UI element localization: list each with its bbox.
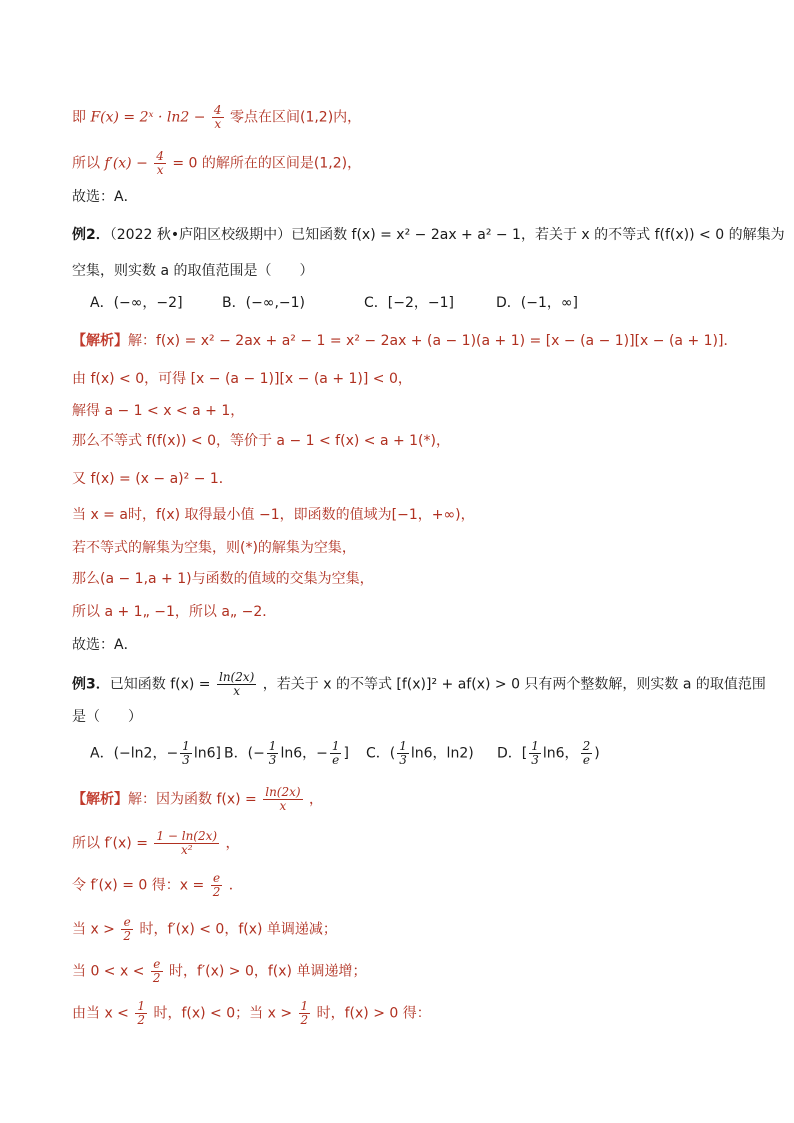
option-text: ) (594, 745, 600, 762)
numerator: e (211, 872, 223, 886)
analysis-line-4: 那么不等式 f(f(x)) < 0，等价于 a − 1 < f(x) < a + 1(*)， (72, 433, 450, 449)
denominator: x (233, 684, 241, 698)
analysis-line-3 (72, 872, 243, 899)
math-expr: f′(x) − (104, 155, 148, 172)
question-text: 已知函数 f(x) = (109, 676, 211, 693)
analysis-text: 时，f(x) > 0 得： (316, 1005, 431, 1022)
fraction (212, 104, 224, 131)
line-text: 所以 (72, 155, 100, 172)
numerator: 1 (331, 739, 340, 753)
numerator: ln(2x) (218, 670, 255, 684)
option-d: D．(−1，∞] (496, 295, 579, 311)
fraction (217, 671, 256, 698)
line-text: = 0 的解所在的区间是(1,2)， (172, 155, 362, 172)
option-text: D．[ (497, 745, 528, 762)
analysis-text: 解：因为函数 f(x) = (128, 791, 257, 808)
continuation-line-2 (72, 150, 361, 177)
numerator: 1 (268, 739, 277, 753)
example-label: 例2． (72, 227, 110, 243)
analysis-text: 时，f′(x) > 0，f(x) 单调递增； (169, 963, 367, 980)
numerator: ln(2x) (265, 785, 301, 799)
analysis-line-4 (72, 916, 337, 943)
analysis-tag: 【解析】 (72, 333, 128, 349)
analysis-line-5: 又 f(x) = (x − a)² − 1． (72, 471, 233, 487)
numerator: 1 − ln(2x) (156, 829, 218, 843)
denominator: e (332, 753, 340, 767)
option-b (224, 740, 349, 767)
denominator: 2 (152, 971, 161, 985)
fraction (397, 740, 409, 767)
example-2-question-line-2: 空集，则实数 a 的取值范围是（ ） (72, 263, 314, 279)
continuation-line-1 (72, 104, 361, 131)
fraction (121, 916, 133, 943)
analysis-text: ， (225, 835, 240, 852)
analysis-line-9: 所以 a + 1„ −1，所以 a„ −2． (72, 604, 277, 620)
numerator: 1 (300, 999, 309, 1013)
numerator: 1 (137, 999, 146, 1013)
denominator: 2 (212, 885, 221, 899)
analysis-text: 当 0 < x < (72, 963, 145, 980)
denominator: 3 (399, 753, 407, 767)
option-c (366, 740, 474, 767)
option-text: ln6，ln2) (410, 745, 474, 762)
denominator: x (156, 163, 164, 177)
option-text: C．( (366, 745, 396, 762)
numerator: e (151, 958, 163, 972)
line-text: 即 (72, 109, 86, 126)
fraction (529, 740, 541, 767)
denominator: 3 (268, 753, 277, 767)
fraction (299, 1000, 311, 1027)
analysis-text: ． (228, 877, 243, 894)
analysis-line-6: 当 x = a时，f(x) 取得最小值 −1，即函数的值域为[−1，+∞)， (72, 507, 475, 523)
numerator: 1 (399, 739, 407, 753)
analysis-text: 令 f′(x) = 0 得：x = (72, 877, 205, 894)
numerator: 4 (156, 149, 164, 163)
option-a (90, 740, 221, 767)
fraction (154, 150, 166, 177)
analysis-line-8: 那么(a − 1,a + 1)与函数的值域的交集为空集， (72, 571, 374, 587)
denominator: x² (180, 843, 193, 857)
question-text: （2022 秋•庐阳区校级期中）已知函数 f(x) = x² − 2ax + a² − 1，若关于 x 的不等式 f(f(x)) < 0 的解集为 (109, 227, 785, 243)
denominator: e (582, 753, 590, 767)
option-text: ln6， (542, 745, 579, 762)
analysis-line-5 (72, 958, 366, 985)
denominator: x (279, 799, 287, 813)
answer-line: 故选：A． (72, 189, 138, 205)
analysis-line-1 (72, 332, 737, 350)
denominator: 3 (531, 753, 539, 767)
numerator: e (121, 916, 133, 930)
denominator: 2 (137, 1013, 146, 1027)
option-d (497, 740, 600, 767)
numerator: 1 (182, 739, 190, 753)
example-2-question-line-1 (72, 226, 785, 244)
fraction (330, 740, 342, 767)
analysis-text: 由当 x < (72, 1005, 129, 1022)
fraction (180, 740, 192, 767)
analysis-text: 时，f(x) < 0；当 x > (153, 1005, 293, 1022)
analysis-text: 所以 f′(x) = (72, 835, 148, 852)
analysis-line-1 (72, 786, 323, 813)
fraction (581, 740, 593, 767)
option-text: A．(−ln2，− (90, 745, 179, 762)
analysis-line-3: 解得 a − 1 < x < a + 1， (72, 403, 245, 419)
line-text: 零点在区间(1,2)内， (229, 109, 362, 126)
option-c: C．[−2，−1] (364, 295, 454, 311)
analysis-text: ， (309, 791, 324, 808)
numerator: 2 (582, 739, 591, 753)
analysis-line-2: 由 f(x) < 0，可得 [x − (a − 1)][x − (a + 1)] < 0， (72, 371, 412, 387)
denominator: 2 (300, 1013, 309, 1027)
fraction (135, 1000, 147, 1027)
question-text: ，若关于 x 的不等式 [f(x)]² + af(x) > 0 只有两个整数解，则实数 a 的取值范围 (262, 676, 766, 693)
denominator: 2 (123, 929, 132, 943)
example-3-question-line-1 (72, 671, 766, 698)
analysis-line-2 (72, 830, 240, 857)
option-text: B．(− (224, 745, 265, 762)
fraction (211, 872, 223, 899)
option-text: ] (343, 745, 349, 762)
denominator: x (214, 117, 222, 131)
option-a: A．(−∞，−2] (90, 295, 183, 311)
denominator: 3 (182, 753, 190, 767)
analysis-text: 解：f(x) = x² − 2ax + a² − 1 = x² − 2ax + (a − 1)(a + 1) = [x − (a − 1)][x − (a + 1)]． (128, 333, 738, 349)
option-text: ln6，− (280, 745, 328, 762)
analysis-line-6 (72, 1000, 431, 1027)
fraction (154, 830, 219, 857)
analysis-text: 时，f′(x) < 0，f(x) 单调递减； (139, 921, 337, 938)
fraction (267, 740, 279, 767)
numerator: 1 (531, 739, 539, 753)
fraction (151, 958, 163, 985)
math-expr: F(x) = 2ˣ · ln2 − (90, 109, 206, 126)
analysis-tag: 【解析】 (72, 791, 128, 808)
answer-line: 故选：A． (72, 637, 138, 653)
analysis-text: 当 x > (72, 921, 115, 938)
example-label: 例3． (72, 676, 110, 693)
option-text: ln6] (193, 745, 221, 762)
numerator: 4 (213, 103, 222, 117)
analysis-line-7: 若不等式的解集为空集，则(*)的解集为空集， (72, 540, 356, 556)
example-3-question-line-2: 是（ ） (72, 709, 142, 725)
option-b: B．(−∞,−1) (222, 295, 306, 311)
fraction (263, 786, 302, 813)
